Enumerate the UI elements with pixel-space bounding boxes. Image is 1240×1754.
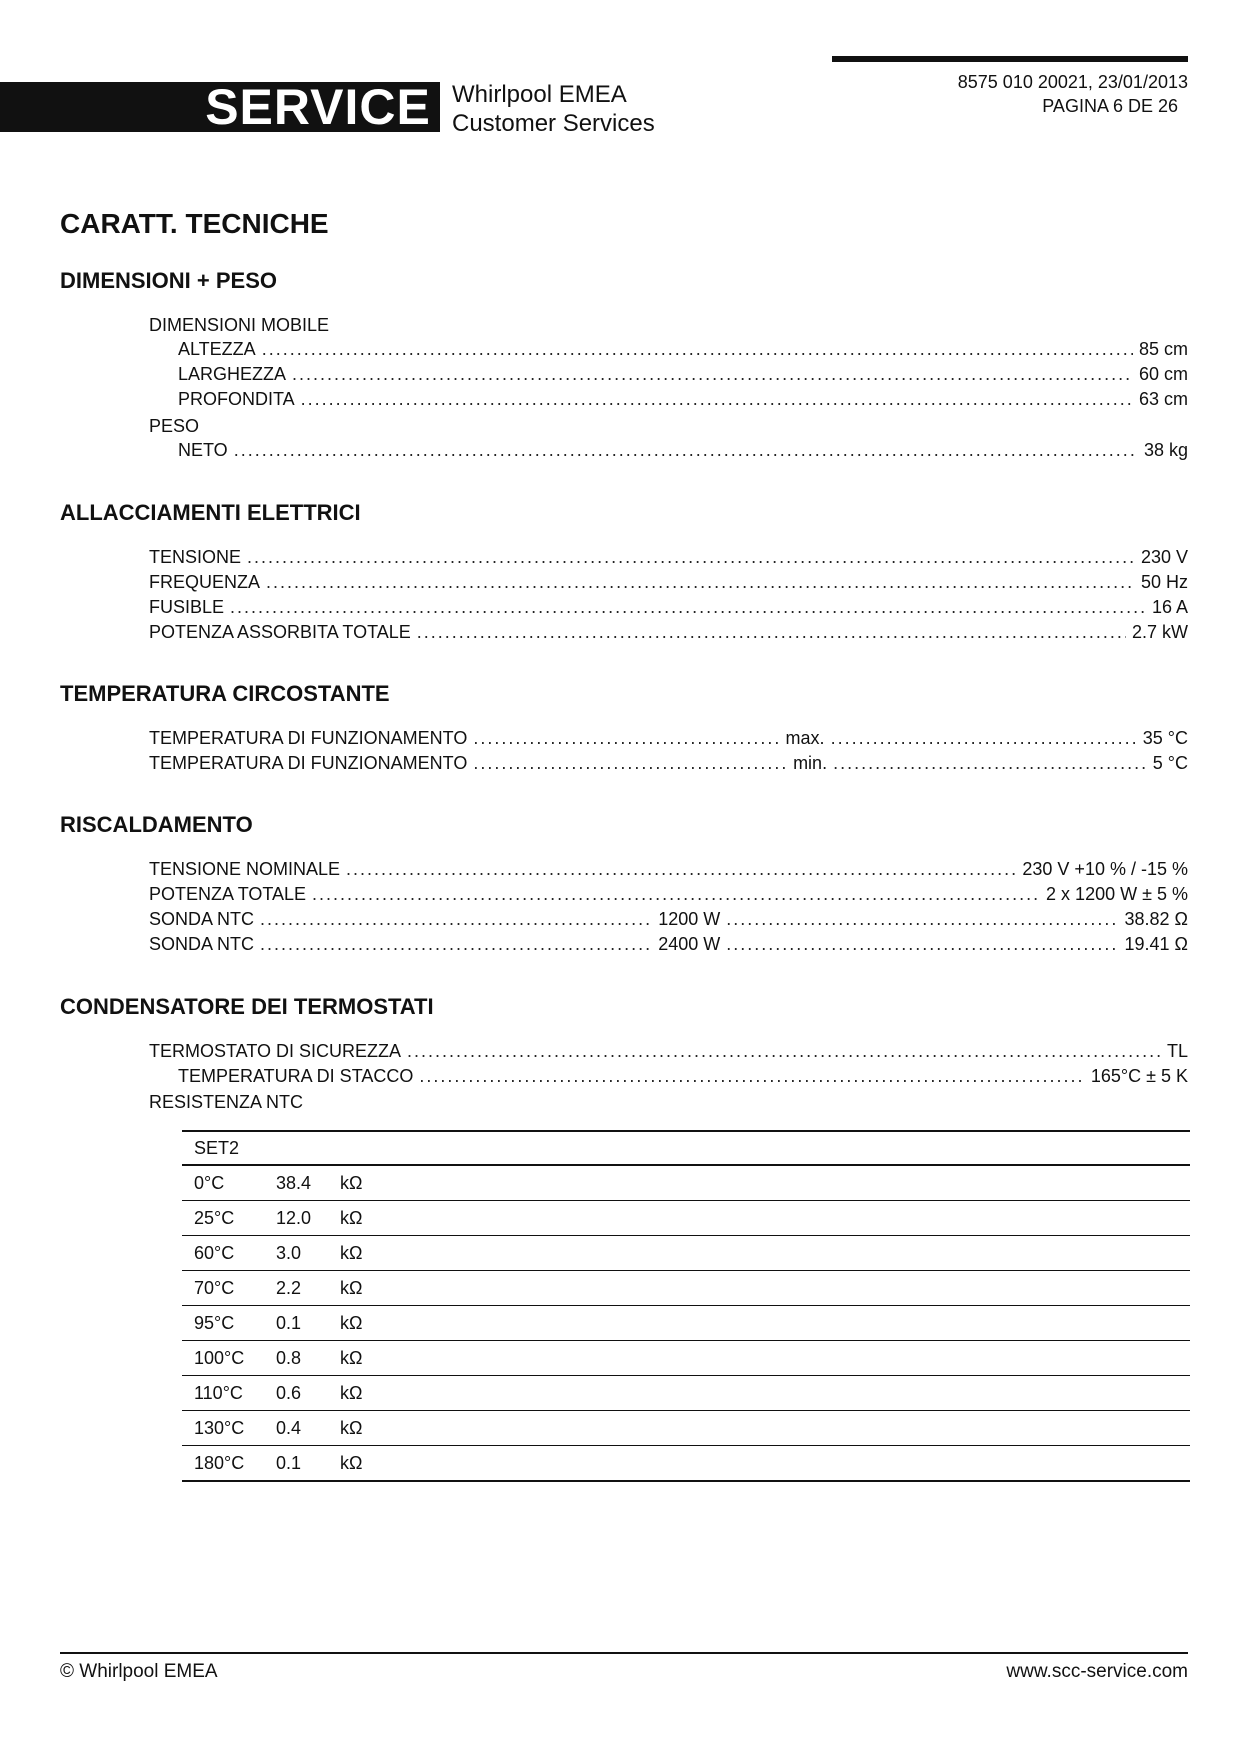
table-cell-empty xyxy=(967,1446,1190,1482)
spec-row xyxy=(178,387,1188,412)
table-cell-value: 38.4 xyxy=(264,1165,328,1201)
spec-value: 5 °C xyxy=(1152,753,1188,773)
footer-rule xyxy=(60,1652,1188,1654)
table-cell-empty xyxy=(967,1411,1190,1446)
spec-label: FREQUENZA xyxy=(149,572,261,592)
table-cell-temperature: 25°C xyxy=(182,1201,264,1236)
spec-qualifier: 2400 W xyxy=(658,934,721,954)
footer-website-link[interactable]: www.scc-service.com xyxy=(1006,1661,1188,1682)
table-cell-value: 2.2 xyxy=(264,1271,328,1306)
dot-leader xyxy=(230,595,1146,620)
table-row xyxy=(182,1306,1190,1341)
company-block xyxy=(452,80,655,138)
group-label-dimensioni-mobile: DIMENSIONI MOBILE xyxy=(149,315,330,335)
table-row xyxy=(182,1376,1190,1411)
ntc-resistance-table xyxy=(182,1130,1190,1482)
dot-leader xyxy=(831,726,1137,751)
dot-leader xyxy=(726,907,1118,932)
spec-value: 230 V +10 % / -15 % xyxy=(1022,859,1188,879)
spec-row xyxy=(178,337,1188,362)
group-label-peso: PESO xyxy=(149,416,200,436)
spec-row xyxy=(178,438,1188,463)
spec-label: SONDA NTC xyxy=(149,934,255,954)
spec-label: SONDA NTC xyxy=(149,909,255,929)
table-cell-temperature: 130°C xyxy=(182,1411,264,1446)
dot-leader xyxy=(292,362,1133,387)
table-cell-unit: kΩ xyxy=(328,1165,967,1201)
spec-row xyxy=(149,857,1188,882)
dot-leader xyxy=(234,438,1138,463)
spec-value: 16 A xyxy=(1151,597,1188,617)
dot-leader xyxy=(833,751,1147,776)
spec-row xyxy=(149,932,1188,957)
table-cell-unit: kΩ xyxy=(328,1376,967,1411)
table-cell-temperature: 60°C xyxy=(182,1236,264,1271)
spec-row xyxy=(149,882,1188,907)
spec-row xyxy=(149,1039,1188,1064)
table-cell-temperature: 95°C xyxy=(182,1306,264,1341)
page-title: CARATT. TECNICHE xyxy=(60,208,329,239)
dot-leader xyxy=(312,882,1040,907)
spec-value: 85 cm xyxy=(1138,339,1188,359)
spec-label: TEMPERATURA DI STACCO xyxy=(178,1066,414,1086)
table-cell-empty xyxy=(967,1376,1190,1411)
table-cell-empty xyxy=(967,1236,1190,1271)
header-top-rule xyxy=(832,56,1188,62)
table-row xyxy=(182,1446,1190,1482)
spec-label: PROFONDITA xyxy=(178,389,295,409)
dot-leader xyxy=(419,1064,1085,1089)
spec-row xyxy=(149,751,1188,776)
spec-value: 19.41 Ω xyxy=(1124,934,1188,954)
table-cell-empty xyxy=(967,1306,1190,1341)
table-cell-unit: kΩ xyxy=(328,1446,967,1482)
table-cell-unit: kΩ xyxy=(328,1201,967,1236)
spec-value: 35 °C xyxy=(1142,728,1188,748)
table-cell-temperature: 100°C xyxy=(182,1341,264,1376)
dot-leader xyxy=(247,545,1135,570)
spec-row xyxy=(149,595,1188,620)
spec-label: TEMPERATURA DI FUNZIONAMENTO xyxy=(149,728,468,748)
spec-label: FUSIBLE xyxy=(149,597,225,617)
table-cell-unit: kΩ xyxy=(328,1271,967,1306)
spec-row xyxy=(178,362,1188,387)
document-info xyxy=(958,70,1188,118)
table-cell-unit: kΩ xyxy=(328,1306,967,1341)
spec-qualifier: min. xyxy=(793,753,828,773)
table-cell-unit: kΩ xyxy=(328,1236,967,1271)
dot-leader xyxy=(473,726,779,751)
dot-leader xyxy=(260,907,652,932)
spec-label: POTENZA TOTALE xyxy=(149,884,307,904)
spec-label: POTENZA ASSORBITA TOTALE xyxy=(149,622,411,642)
spec-row xyxy=(178,1064,1188,1089)
table-row xyxy=(182,1165,1190,1201)
section-heading-temperatura: TEMPERATURA CIRCOSTANTE xyxy=(60,681,390,706)
spec-value: 38.82 Ω xyxy=(1124,909,1188,929)
table-cell-unit: kΩ xyxy=(328,1411,967,1446)
table-cell-empty xyxy=(967,1201,1190,1236)
dot-leader xyxy=(417,620,1126,645)
spec-row xyxy=(149,726,1188,751)
spec-label: TEMPERATURA DI FUNZIONAMENTO xyxy=(149,753,468,773)
table-row xyxy=(182,1201,1190,1236)
dot-leader xyxy=(407,1039,1161,1064)
company-name: Whirlpool EMEA xyxy=(452,81,627,108)
spec-value: 63 cm xyxy=(1138,389,1188,409)
table-cell-temperature: 70°C xyxy=(182,1271,264,1306)
spec-row xyxy=(149,907,1188,932)
dot-leader xyxy=(346,857,1016,882)
table-cell-unit: kΩ xyxy=(328,1341,967,1376)
page-number: PAGINA 6 DE 26 xyxy=(1042,96,1178,116)
table-row xyxy=(182,1341,1190,1376)
table-cell-value: 0.1 xyxy=(264,1446,328,1482)
section-heading-dimensioni: DIMENSIONI + PESO xyxy=(60,268,277,293)
table-cell-value: 0.6 xyxy=(264,1376,328,1411)
spec-label: TERMOSTATO DI SICUREZZA xyxy=(149,1041,402,1061)
table-cell-temperature: 110°C xyxy=(182,1376,264,1411)
table-cell-value: 0.8 xyxy=(264,1341,328,1376)
spec-value: 230 V xyxy=(1140,547,1188,567)
dot-leader xyxy=(262,337,1133,362)
dot-leader xyxy=(260,932,652,957)
spec-label: TENSIONE NOMINALE xyxy=(149,859,341,879)
spec-qualifier: 1200 W xyxy=(658,909,721,929)
spec-row xyxy=(149,570,1188,595)
spec-value: 165°C ± 5 K xyxy=(1090,1066,1188,1086)
service-logo-text: SERVICE xyxy=(205,79,431,135)
spec-value: 2.7 kW xyxy=(1131,622,1188,642)
dot-leader xyxy=(726,932,1118,957)
spec-value: 38 kg xyxy=(1143,440,1188,460)
table-cell-empty xyxy=(967,1165,1190,1201)
document-reference: 8575 010 20021, 23/01/2013 xyxy=(957,72,1188,92)
section-heading-elettrici: ALLACCIAMENTI ELETTRICI xyxy=(60,500,361,525)
spec-label: ALTEZZA xyxy=(178,339,256,359)
dot-leader xyxy=(266,570,1135,595)
spec-value: TL xyxy=(1166,1041,1188,1061)
dot-leader xyxy=(301,387,1133,412)
spec-value: 50 Hz xyxy=(1140,572,1188,592)
section-heading-riscaldamento: RISCALDAMENTO xyxy=(60,812,253,837)
table-cell-value: 0.1 xyxy=(264,1306,328,1341)
table-row xyxy=(182,1271,1190,1306)
spec-label: TENSIONE xyxy=(149,547,242,567)
table-cell-empty xyxy=(967,1271,1190,1306)
table-header: SET2 xyxy=(182,1131,1190,1165)
table-cell-temperature: 0°C xyxy=(182,1165,264,1201)
spec-value: 60 cm xyxy=(1138,364,1188,384)
table-cell-value: 12.0 xyxy=(264,1201,328,1236)
spec-qualifier: max. xyxy=(785,728,825,748)
table-header-row xyxy=(182,1131,1190,1165)
group-label-resistenza-ntc: RESISTENZA NTC xyxy=(149,1092,304,1112)
table-cell-empty xyxy=(967,1341,1190,1376)
table-row xyxy=(182,1411,1190,1446)
section-heading-condensatore: CONDENSATORE DEI TERMOSTATI xyxy=(60,994,434,1019)
table-cell-value: 0.4 xyxy=(264,1411,328,1446)
spec-label: LARGHEZZA xyxy=(178,364,287,384)
spec-row xyxy=(149,545,1188,570)
footer-copyright: © Whirlpool EMEA xyxy=(60,1661,218,1682)
spec-label: NETO xyxy=(178,440,228,460)
table-cell-temperature: 180°C xyxy=(182,1446,264,1482)
spec-row xyxy=(149,620,1188,645)
company-department: Customer Services xyxy=(452,110,655,137)
table-row xyxy=(182,1236,1190,1271)
dot-leader xyxy=(473,751,787,776)
table-cell-value: 3.0 xyxy=(264,1236,328,1271)
spec-value: 2 x 1200 W ± 5 % xyxy=(1046,884,1188,904)
